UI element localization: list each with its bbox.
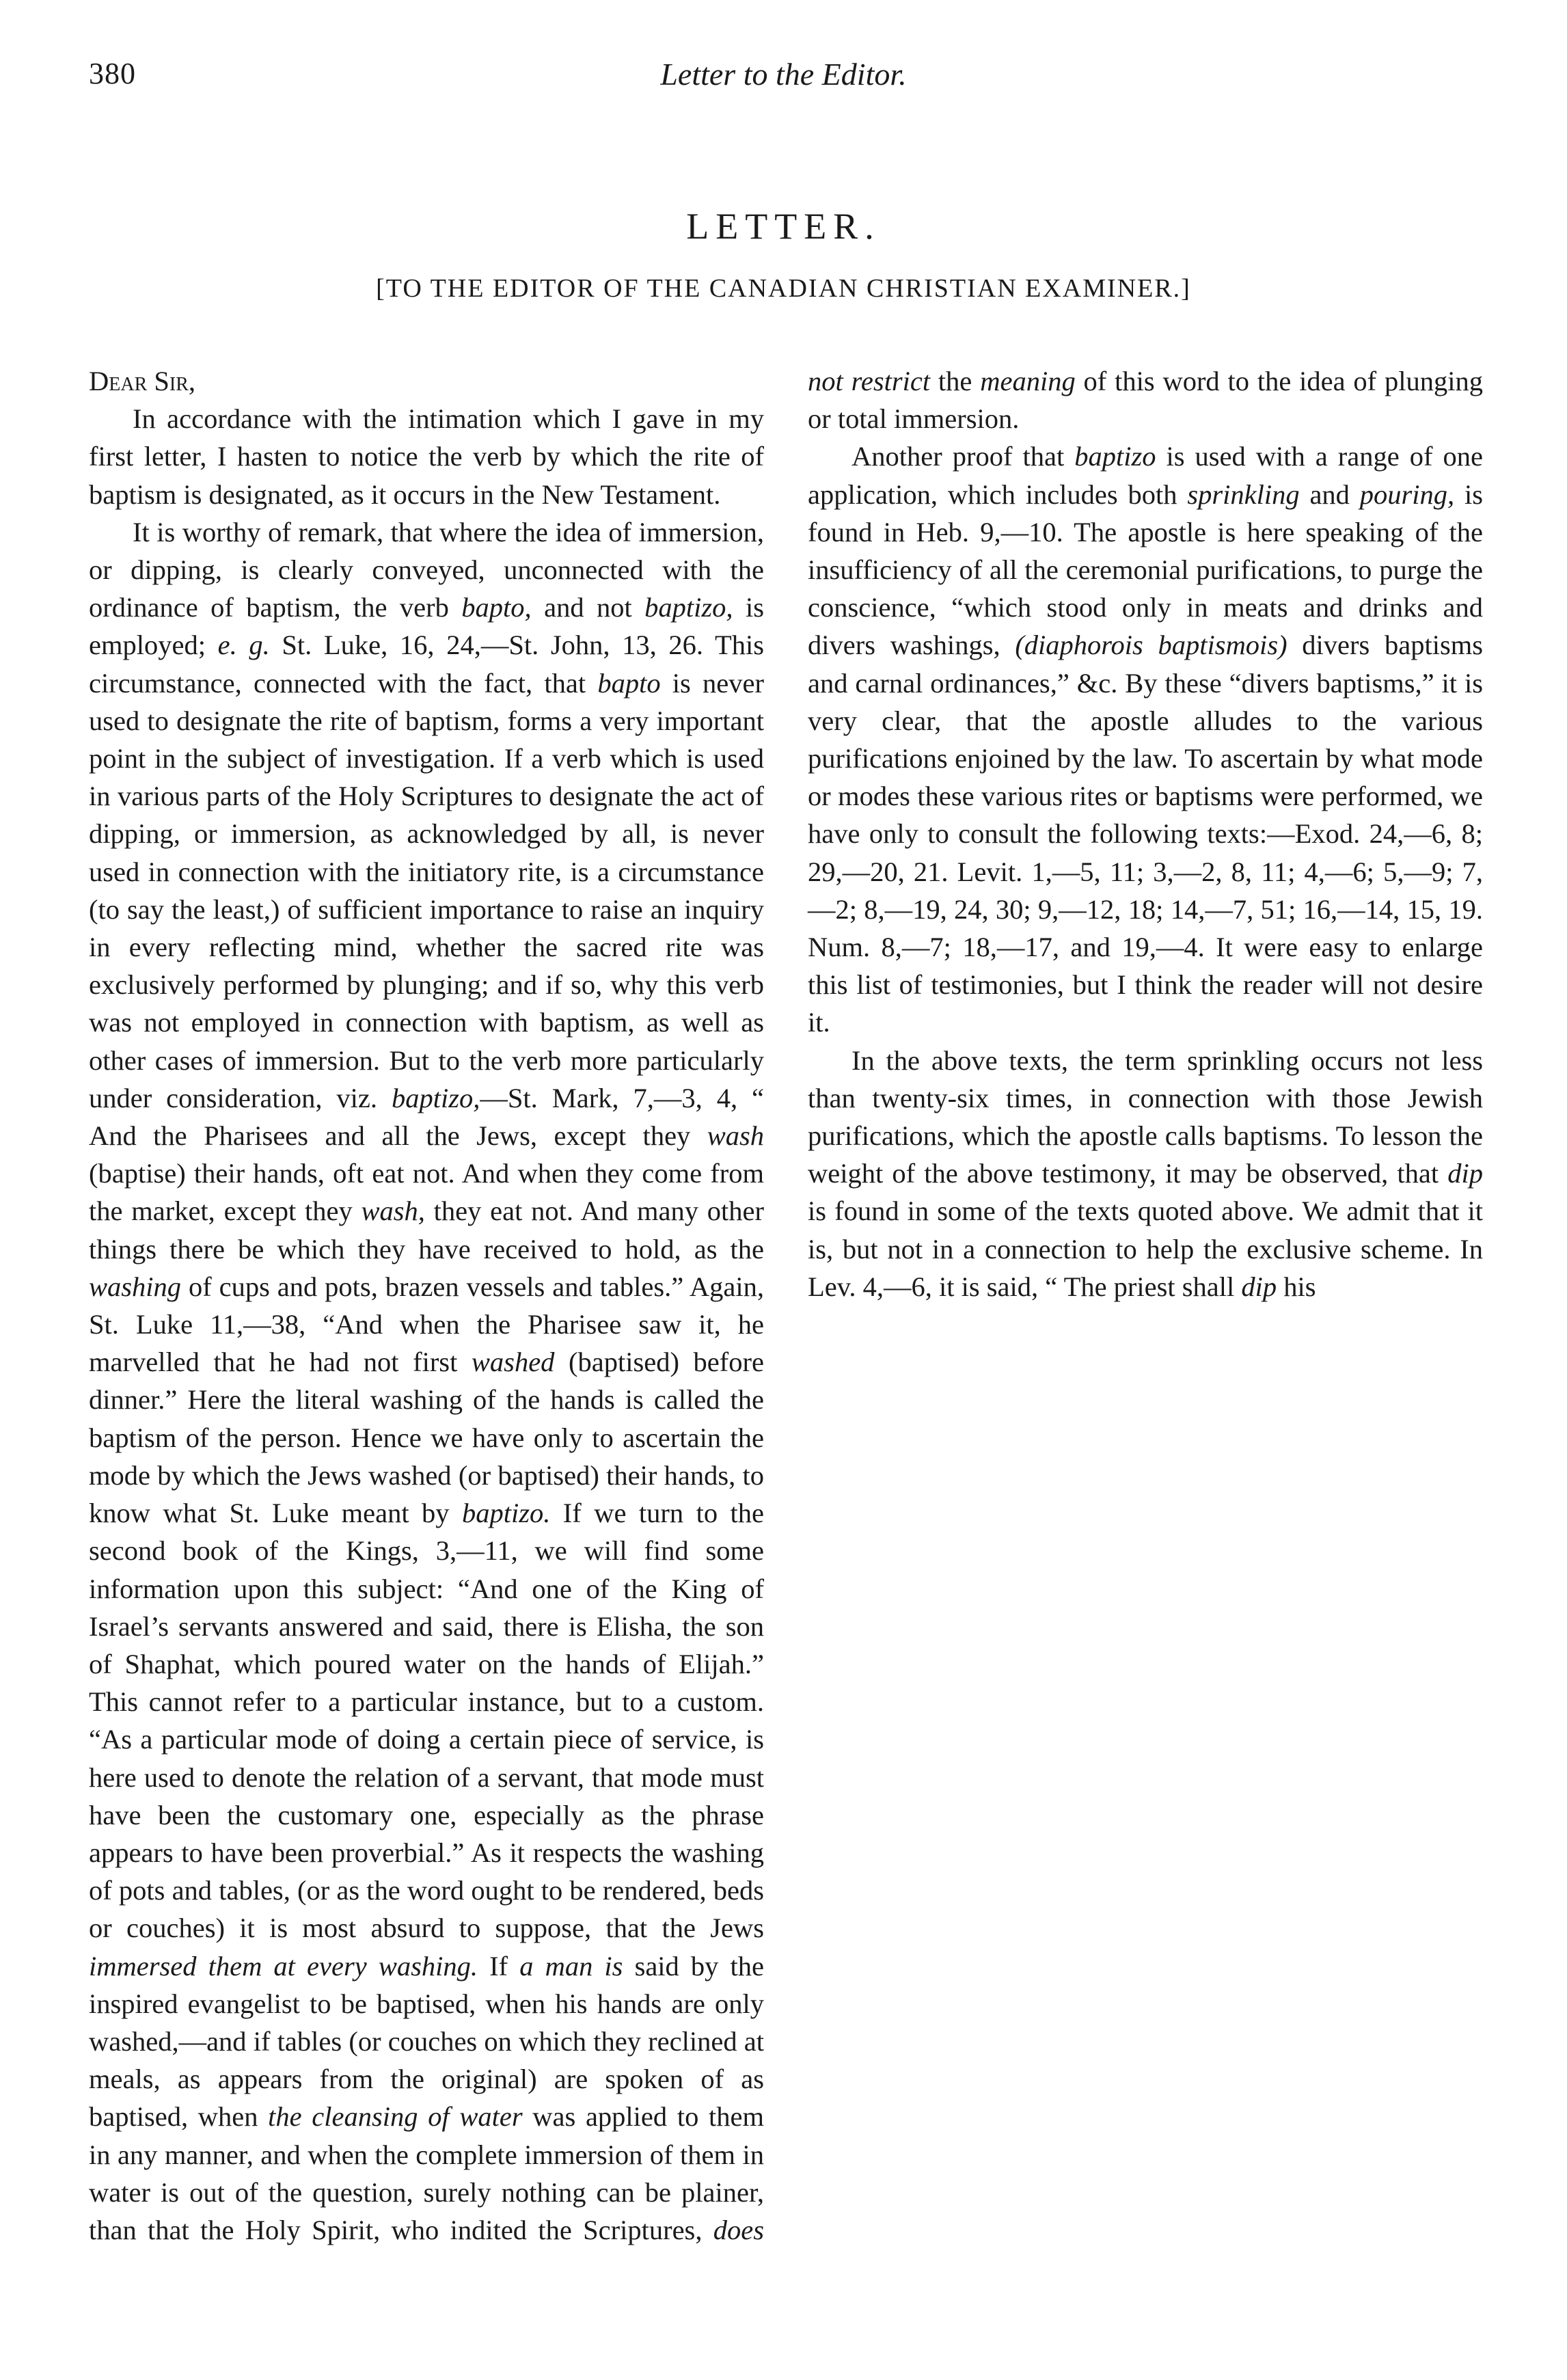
- running-head: [0, 56, 1567, 97]
- paragraph-3: Another proof that baptizo is used with a range of one application, which includes both sprinkling and pouring, is found in Heb. 9,—10. The apostle is here speaking of the insufficiency of all the ceremonial purifications, to purge the conscience, “which stood only in meats and drinks and divers washings, (diaphorois baptismois) divers baptisms and carnal ordinances,” &c. By these “divers baptisms,” it is very clear, that the apostle alludes to the various purifications enjoined by the law. To ascertain by what mode or modes these various rites or baptisms were performed, we have only to consult the following texts:—Exod. 24,—6, 8; 29,—20, 21. Levit. 1,—5, 11; 3,—2, 8, 11; 4,—6; 5,—9; 7,—2; 8,—19, 24, 30; 9,—12, 18; 14,—7, 51; 16,—14, 15, 19. Num. 8,—7; 18,—17, and 19,—4. It were easy to enlarge this list of testimonies, but I think the reader will not desire it.: [808, 441, 1484, 1038]
- body-text: [89, 362, 1483, 2324]
- running-title: Letter to the Editor.: [660, 57, 907, 92]
- page-number: 380: [89, 57, 136, 90]
- paragraph-4: In the above texts, the term sprinkling occurs not less than twenty-six times, in connection with those Jewish purifications, which the apostle calls baptisms. To lesson the weight of the above testimony, it may be observed, that dip is found in some of the texts quoted above. We admit that it is, but not in a connection to help the exclusive scheme. In Lev. 4,—6, it is said, “ The priest shall dip his: [808, 1044, 1483, 1302]
- letter-heading: LETTER.: [686, 206, 881, 247]
- paragraph-2: It is worthy of remark, that where the idea of immersion, or dipping, is clearly conveyed, unconnected with the ordinance of baptism, the verb bapto, and not baptizo, is employed; e. g. St. Luke, 16, 24,—St. John, 13, 26. This circumstance, connected with the fact, that bapto is never used to designate the rite of baptism, forms a very important point in the subject of investigation. If a verb which is used in various parts of the Holy Scriptures to designate the act of dipping, or immersion, as acknowledged by all, is never used in connection with the initiatory rite, is a circumstance (to say the least,) of sufficient importance to raise an inquiry in every reflecting mind, whether the sacred rite was exclusively performed by plunging; and if so, why this verb was not employed in connection with baptism, as well as other cases of immersion. But to the verb more particularly under consideration, viz. baptizo,—St. Mark, 7,—3, 4, “ And the Pharisees and all the Jews, except they wash (baptise) their hands, oft eat not. And when they come from the market, except they wash, they eat not. And many other things there be which they have received to hold, as the washing of cups and pots, brazen vessels and tables.” Again, St. Luke 11,—38, “And when the Pharisee saw it, he marvelled that he had not first washed (baptised) before dinner.” Here the literal washing of the hands is called the baptism of the person. Hence we have only to ascertain the mode by which the Jews washed (or baptised) their hands, to know what St. Luke meant by baptizo. If we turn to the second book of the Kings, 3,—11, we will find some information upon this subject: “And one of the King of Israel’s servants answered and said, there is Elisha, the son of Shaphat, which poured water on the hands of Elijah.” This cannot refer to a particular instance, but to a custom. “As a particular mode of doing a certain piece of service, is here used to denote the relation of a servant, that mode must have been the customary one, especially as the phrase appears to have been proverbial.” As it respects the washing of pots and tables, (or as the word ought to be rendered, beds or couches) it is most absurd to suppose, that the Jews immersed them at every washing. If a man is said by the inspired evangelist to be baptised, when his hands are only washed,—and if tables (or couches on which they reclined at meals, as appears from the original) are spoken of as baptised, when the cleansing of water was applied to them in any manner, and when the complete immersion of them in water is out of the question, surely nothing can be plainer, than that the Holy Spirit, who indited the Scriptures, does not restrict the meaning of this word to the idea of plunging or total immersion.: [89, 366, 1483, 2245]
- letter-subheading: [TO THE EDITOR OF THE CANADIAN CHRISTIAN EXAMINER.]: [376, 274, 1191, 303]
- paragraph-1: In accordance with the intimation which I gave in my first letter, I hasten to notice the verb by which the rite of baptism is designated, as it occurs in the New Testament.: [89, 403, 764, 510]
- salutation: Dear Sir,: [89, 366, 196, 396]
